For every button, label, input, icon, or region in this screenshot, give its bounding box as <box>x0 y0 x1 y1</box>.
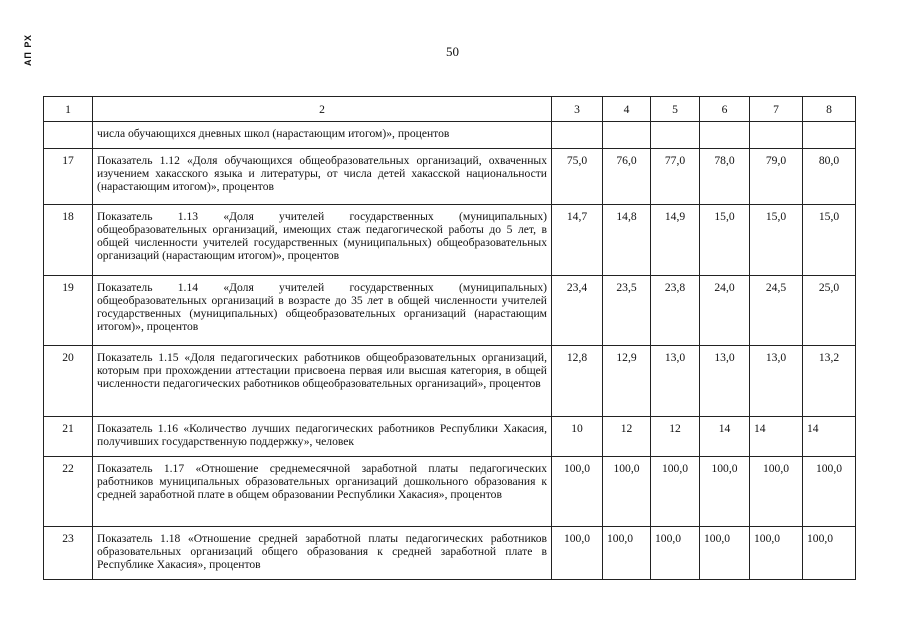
value-cell: 13,0 <box>750 346 803 417</box>
row-number-cell: 23 <box>44 527 93 580</box>
value-cell: 80,0 <box>803 149 856 205</box>
value-cell: 15,0 <box>700 205 750 276</box>
value-cell: 78,0 <box>700 149 750 205</box>
value-cell: 25,0 <box>803 276 856 346</box>
indicator-text-cell: Показатель 1.12 «Доля обучающихся общеобразовательных организаций, охваченных изучением хакасского языка и литературы, от числа детей хакасской национальности (нарастающим итогом)», процентов <box>93 149 552 205</box>
row-number-cell: 22 <box>44 457 93 527</box>
value-cell <box>603 122 651 149</box>
value-cell: 100,0 <box>603 457 651 527</box>
table-row <box>44 276 856 346</box>
table-row <box>44 205 856 276</box>
row-number-cell: 18 <box>44 205 93 276</box>
value-cell: 79,0 <box>750 149 803 205</box>
value-cell <box>803 122 856 149</box>
value-cell: 100,0 <box>803 457 856 527</box>
column-header: 6 <box>700 97 750 122</box>
table-row <box>44 457 856 527</box>
value-cell <box>552 122 603 149</box>
value-cell: 10 <box>552 417 603 457</box>
value-cell: 100,0 <box>803 527 856 580</box>
value-cell: 100,0 <box>700 457 750 527</box>
row-number-cell: 19 <box>44 276 93 346</box>
value-cell: 100,0 <box>603 527 651 580</box>
row-number-cell: 17 <box>44 149 93 205</box>
table-row <box>44 527 856 580</box>
value-cell: 14 <box>750 417 803 457</box>
row-number-cell: 20 <box>44 346 93 417</box>
value-cell: 77,0 <box>651 149 700 205</box>
value-cell: 24,5 <box>750 276 803 346</box>
value-cell: 12,8 <box>552 346 603 417</box>
row-number-cell: 21 <box>44 417 93 457</box>
value-cell <box>700 122 750 149</box>
column-header: 5 <box>651 97 700 122</box>
indicator-text-cell: Показатель 1.17 «Отношение среднемесячной заработной платы педагогических работников муниципальных образовательных организаций дошкольного образования к средней заработной плате в общем образовании Республики Хакасия», процентов <box>93 457 552 527</box>
value-cell: 100,0 <box>651 527 700 580</box>
value-cell: 15,0 <box>803 205 856 276</box>
value-cell: 12 <box>603 417 651 457</box>
table-row <box>44 417 856 457</box>
indicator-text-cell: числа обучающихся дневных школ (нарастающим итогом)», процентов <box>93 122 552 149</box>
indicator-text-cell: Показатель 1.13 «Доля учителей государственных (муниципальных) общеобразовательных организаций, имеющих стаж педагогической работы до 5 лет, в общей численности учителей государственных (муниципальных) общеобразовательных организаций (нарастающим итогом)», процентов <box>93 205 552 276</box>
value-cell: 14,7 <box>552 205 603 276</box>
column-header: 2 <box>93 97 552 122</box>
value-cell: 100,0 <box>700 527 750 580</box>
indicator-text-cell: Показатель 1.15 «Доля педагогических работников общеобразовательных организаций, которым при прохождении аттестации присвоена первая или высшая категория, в общей численности педагогических работников общеобразовательных организаций», процентов <box>93 346 552 417</box>
value-cell: 12 <box>651 417 700 457</box>
value-cell: 13,0 <box>651 346 700 417</box>
column-header: 8 <box>803 97 856 122</box>
value-cell <box>651 122 700 149</box>
value-cell: 75,0 <box>552 149 603 205</box>
value-cell: 23,8 <box>651 276 700 346</box>
table-header-row <box>44 97 856 122</box>
table-row-continuation <box>44 122 856 149</box>
value-cell: 13,2 <box>803 346 856 417</box>
value-cell: 100,0 <box>552 457 603 527</box>
column-header: 3 <box>552 97 603 122</box>
value-cell: 100,0 <box>552 527 603 580</box>
value-cell: 100,0 <box>750 527 803 580</box>
indicators-table <box>43 96 856 580</box>
value-cell: 76,0 <box>603 149 651 205</box>
indicator-text-cell: Показатель 1.18 «Отношение средней заработной платы педагогических работников образовательных организаций общего образования к средней заработной плате в Республике Хакасия», процентов <box>93 527 552 580</box>
value-cell: 100,0 <box>750 457 803 527</box>
value-cell <box>750 122 803 149</box>
value-cell: 100,0 <box>651 457 700 527</box>
value-cell: 14 <box>803 417 856 457</box>
value-cell: 13,0 <box>700 346 750 417</box>
indicator-text-cell: Показатель 1.14 «Доля учителей государственных (муниципальных) общеобразовательных организаций в возрасте до 35 лет в общей численности учителей государственных (муниципальных) общеобразовательных организаций (нарастающим итогом)», процентов <box>93 276 552 346</box>
table-row <box>44 346 856 417</box>
value-cell: 14 <box>700 417 750 457</box>
value-cell: 15,0 <box>750 205 803 276</box>
value-cell: 14,9 <box>651 205 700 276</box>
value-cell: 23,5 <box>603 276 651 346</box>
side-margin-mark: АП РХ <box>23 34 33 67</box>
value-cell: 12,9 <box>603 346 651 417</box>
value-cell: 24,0 <box>700 276 750 346</box>
column-header: 4 <box>603 97 651 122</box>
page-number: 50 <box>446 44 459 59</box>
table-row <box>44 149 856 205</box>
column-header: 7 <box>750 97 803 122</box>
column-header: 1 <box>44 97 93 122</box>
indicator-text-cell: Показатель 1.16 «Количество лучших педагогических работников Республики Хакасия, получивших государственную поддержку», человек <box>93 417 552 457</box>
value-cell: 23,4 <box>552 276 603 346</box>
value-cell: 14,8 <box>603 205 651 276</box>
row-number-cell <box>44 122 93 149</box>
